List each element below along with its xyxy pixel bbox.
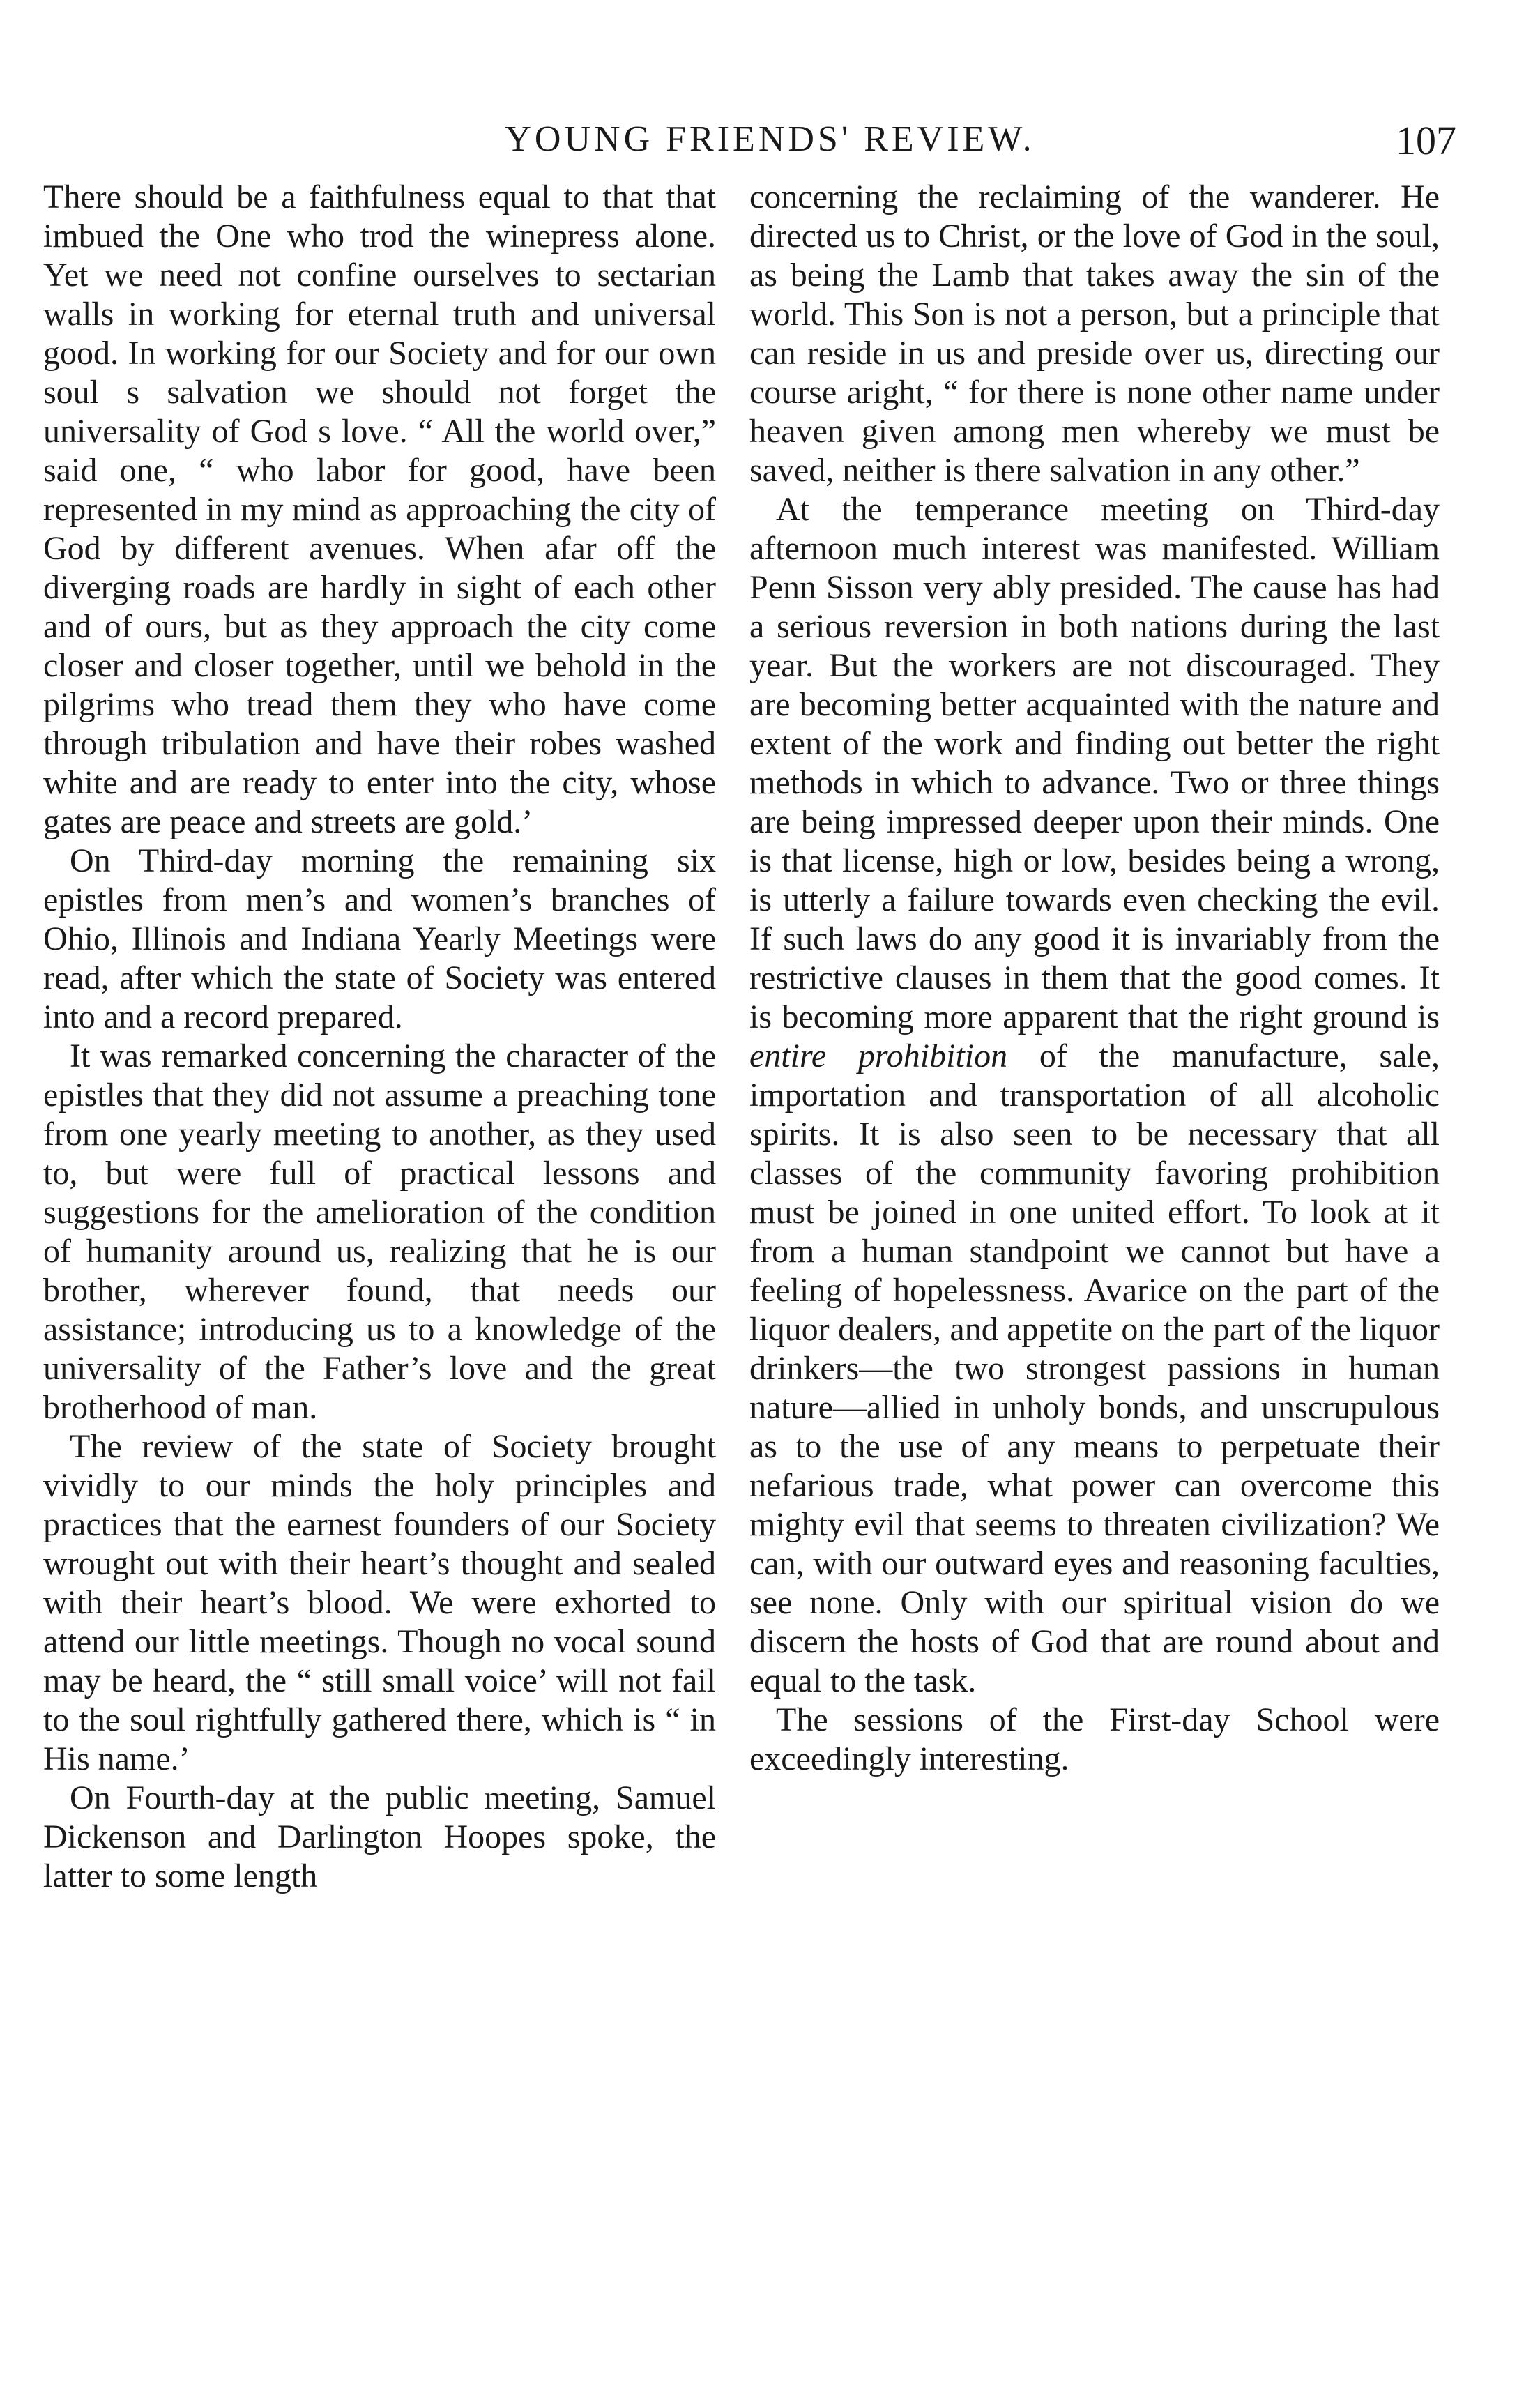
paragraph: The sessions of the First-day School were exceedingly interesting. bbox=[749, 1701, 1440, 1777]
page-number: 107 bbox=[1396, 118, 1456, 163]
paragraph: On Fourth-day at the public meeting, Samuel Dickenson and Darlington Hoopes spoke, the latter to some length bbox=[43, 1779, 716, 1894]
right-column bbox=[749, 178, 1440, 1779]
paragraph: On Third-day morning the remaining six epistles from men’s and women’s branches of Ohio, Illinois and Indiana Yearly Meetings were read, after which the state of Society was entered into and a record prepared. bbox=[43, 842, 716, 1035]
paragraph-text: of the manufacture, sale, importation and transportation of all alcoholic spirits. It is also seen to be necessary that all classes of the community favoring prohibition must be joined in one united effort. To look at it from a human standpoint we cannot but have a feeling of hopelessness. Avarice on the part of the liquor dealers, and appetite on the part of the liquor drinkers—the two strongest passions in human nature—allied in unholy bonds, and unscrupulous as to the use of any means to perpetuate their nefarious trade, what power can overcome this mighty evil that seems to threaten civilization? We can, with our outward eyes and reasoning faculties, see none. Only with our spiritual vision do we discern the hosts of God that are round about and equal to the task. bbox=[749, 1038, 1440, 1699]
paragraph: concerning the reclaiming of the wanderer. He directed us to Christ, or the love of God in the soul, as being the Lamb that takes away the sin of the world. This Son is not a person, but a principle that can reside in us and preside over us, directing our course aright, “ for there is none other name under heaven given among men whereby we must be saved, neither is there salvation in any other.” bbox=[749, 178, 1440, 489]
page-header bbox=[42, 119, 1498, 167]
emphasis-text: entire prohibition bbox=[749, 1038, 1008, 1074]
paragraph: There should be a faithfulness equal to that that imbued the One who trod the winepress alone. Yet we need not confine ourselves to sectarian walls in working for eternal truth and universal good. In working for our Society and for our own soul s salvation we should not forget the universality of God s love. “ All the world over,” said one, “ who labor for good, have been represented in my mind as approaching the city of God by different avenues. When afar off the diverging roads are hardly in sight of each other and of ours, but as they approach the city come closer and closer together, until we behold in the pilgrims who tread them they who have come through tribulation and have their robes washed white and are ready to enter into the city, whose gates are peace and streets are gold.’ bbox=[43, 178, 716, 840]
paragraph: It was remarked concerning the character of the epistles that they did not assume a preaching tone from one yearly meeting to another, as they used to, but were full of practical lessons and suggestions for the amelioration of the condition of humanity around us, realizing that he is our brother, wherever found, that needs our assistance; introducing us to a knowledge of the universality of the Father’s love and the great brotherhood of man. bbox=[43, 1038, 716, 1426]
running-title: YOUNG FRIENDS' REVIEW. bbox=[505, 119, 1035, 159]
paragraph: The review of the state of Society brought vividly to our minds the holy principles and practices that the earnest founders of our Society wrought out with their heart’s thought and sealed with their heart’s blood. We were exhorted to attend our little meetings. Though no vocal sound may be heard, the “ still small voice’ will not fail to the soul rightfully gathered there, which is “ in His name.’ bbox=[43, 1428, 716, 1777]
left-column bbox=[43, 178, 716, 1896]
paragraph bbox=[749, 490, 1440, 1701]
paragraph-text: At the temperance meeting on Third-day afternoon much interest was manifested. William Penn Sisson very ably presided. The cause has had a serious reversion in both nations during the last year. But the workers are not discouraged. They are becoming better acquainted with the nature and extent of the work and finding out better the right methods in which to advance. Two or three things are being impressed deeper upon their minds. One is that license, high or low, besides being a wrong, is utterly a failure towards even checking the evil. If such laws do any good it is invariably from the restrictive clauses in them that the good comes. It is becoming more apparent that the right ground is bbox=[749, 491, 1440, 1035]
